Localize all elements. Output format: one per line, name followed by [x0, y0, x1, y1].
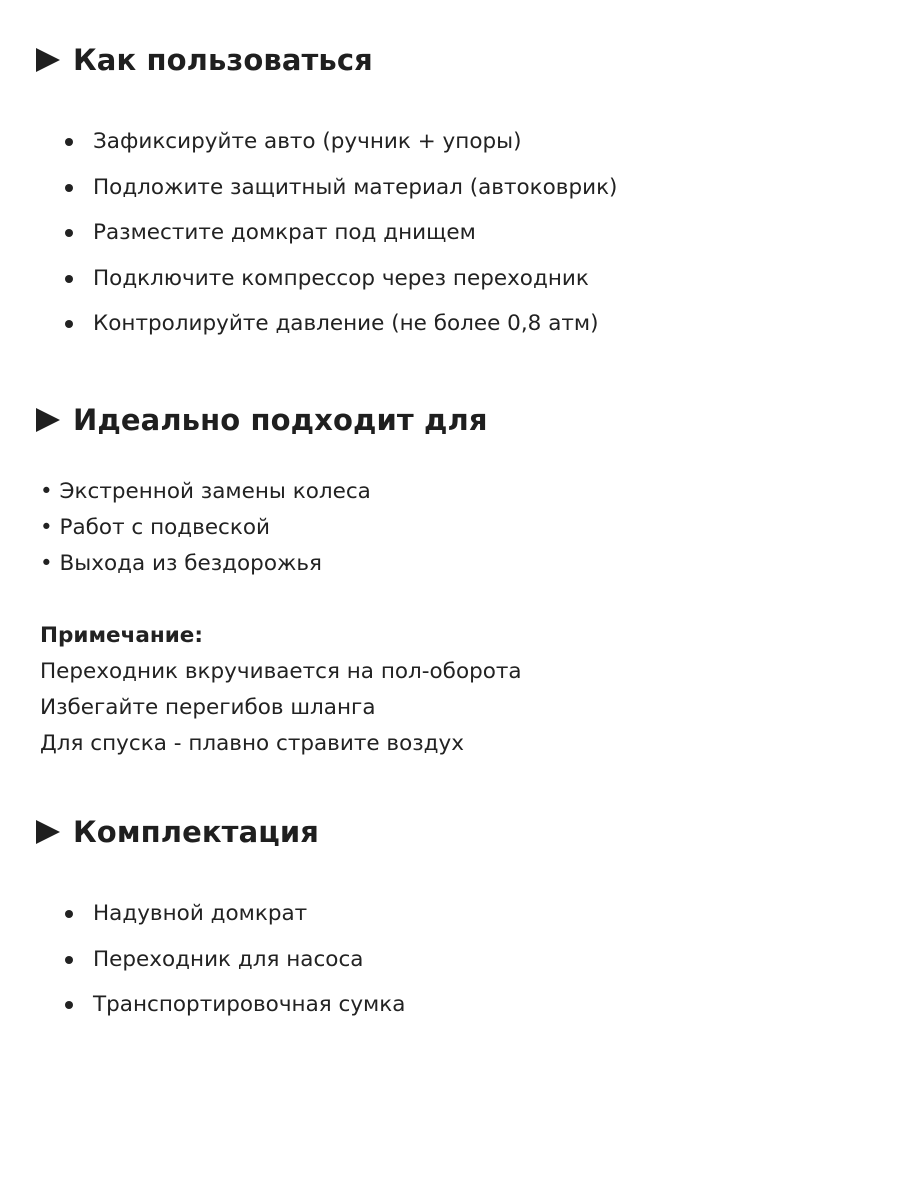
note-label: Примечание: — [40, 623, 203, 648]
ideal-heading — [36, 400, 488, 440]
ideal-list — [40, 474, 371, 582]
list-item: Разместите домкрат под днищем — [0, 210, 617, 256]
note-line: Переходник вкручивается на пол-оборота — [40, 659, 522, 684]
list-item: Подключите компрессор через переходник — [0, 256, 617, 302]
usage-heading — [36, 40, 373, 80]
list-item: • Выхода из бездорожья — [40, 551, 322, 576]
note-block — [40, 618, 522, 762]
list-item: Зафиксируйте авто (ручник + упоры) — [0, 119, 617, 165]
bullet-dot — [65, 1001, 73, 1009]
bullet-dot — [65, 275, 73, 283]
bullet-dot — [65, 138, 73, 146]
list-item: Контролируйте давление (не более 0,8 атм) — [0, 301, 617, 347]
triangle-right-icon — [36, 820, 60, 844]
triangle-right-icon — [36, 408, 60, 432]
note-line: Для спуска - плавно стравите воздух — [40, 731, 464, 756]
usage-title: Как пользоваться — [73, 43, 373, 77]
list-item: Переходник для насоса — [0, 937, 405, 983]
list-item: • Экстренной замены колеса — [40, 479, 371, 504]
triangle-right-icon — [36, 48, 60, 72]
list-item: Подложите защитный материал (автоковрик) — [0, 165, 617, 211]
note-line: Избегайте перегибов шланга — [40, 695, 376, 720]
usage-list — [0, 119, 617, 347]
ideal-title: Идеально подходит для — [73, 403, 488, 437]
list-item: Транспортировочная сумка — [0, 982, 405, 1028]
bullet-dot — [65, 910, 73, 918]
bullet-dot — [65, 956, 73, 964]
kit-heading — [36, 812, 319, 852]
list-item: Надувной домкрат — [0, 891, 405, 937]
kit-list — [0, 891, 405, 1028]
bullet-dot — [65, 229, 73, 237]
bullet-dot — [65, 184, 73, 192]
list-item: • Работ с подвеской — [40, 515, 270, 540]
bullet-dot — [65, 320, 73, 328]
kit-title: Комплектация — [73, 815, 319, 849]
